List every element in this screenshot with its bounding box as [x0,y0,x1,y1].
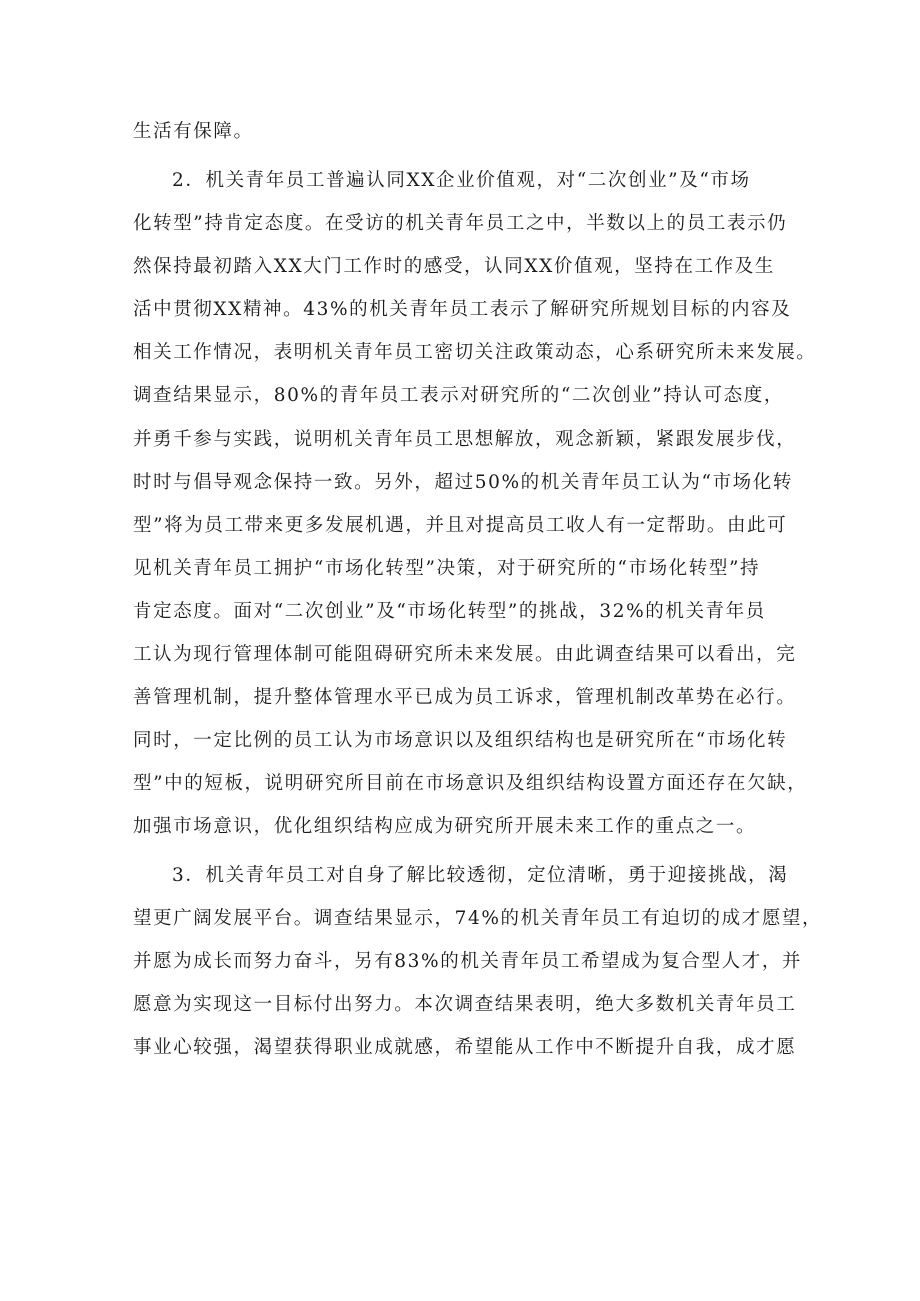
text-line: 时时与倡导观念保持一致。另外，超过50%的机关青年员工认为“市场化转 [133,472,793,493]
text-line: 同时，一定比例的员工认为市场意识以及组织结构也是研究所在“市场化转 [133,730,788,751]
text-line: 生活有保障。 [133,121,254,142]
text-line: 加强市场意识，优化组织结构应成为研究所开展未来工作的重点之一。 [133,816,757,837]
text-line: 活中贯彻XX精神。43%的机关青年员工表示了解研究所规划目标的内容及 [133,299,792,320]
text-line: 愿意为实现这一目标付出努力。本次调查结果表明，绝大多数机关青年员工 [133,994,797,1015]
text-line: 型”将为员工带来更多发展机遇，并且对提高员工收人有一定帮助。由此可 [133,515,788,536]
text-line: 调查结果显示，80%的青年员工表示对研究所的“二次创业”持认可态度， [133,385,784,406]
text-line: 见机关青年员工拥护“市场化转型”决策，对于研究所的“市场化转型”持 [133,558,761,579]
text-line: 并愿为成长而努力奋斗，另有83%的机关青年员工希望成为复合型人才，并 [133,951,803,972]
text-line: 望更广阔发展平台。调查结果显示，74%的机关青年员工有迫切的成才愿望， [133,908,823,929]
text-line: 2．机关青年员工普遍认同XX企业价值观，对“二次创业”及“市场 [172,170,751,191]
text-line: 肯定态度。面对“二次创业”及“市场化转型”的挑战，32%的机关青年员 [133,601,766,622]
text-line: 相关工作情况，表明机关青年员工密切关注政策动态，心系研究所未来发展。 [133,342,817,363]
text-line: 化转型”持肯定态度。在受访的机关青年员工之中，半数以上的员工表示仍 [133,213,788,234]
text-line: 3．机关青年员工对自身了解比较透彻，定位清晰，勇于迎接挑战，渴 [172,865,789,886]
text-line: 并勇千参与实践，说明机关青年员工思想解放，观念新颖，紧跟发展步伐， [133,429,797,450]
text-line: 善管理机制，提升整体管理水平已成为员工诉求，管理机制改革势在必行。 [133,687,797,708]
text-line: 工认为现行管理体制可能阻碍研究所未来发展。由此调查结果可以看出，完 [133,644,797,665]
text-line: 然保持最初踏入XX大门工作时的感受，认同XX价值观，坚持在工作及生 [133,256,775,277]
text-line: 型”中的短板，说明研究所目前在市场意识及组织结构设置方面还存在欠缺， [133,773,808,794]
text-line: 事业心较强，渴望获得职业成就感，希望能从工作中不断提升自我，成才愿 [133,1037,797,1058]
